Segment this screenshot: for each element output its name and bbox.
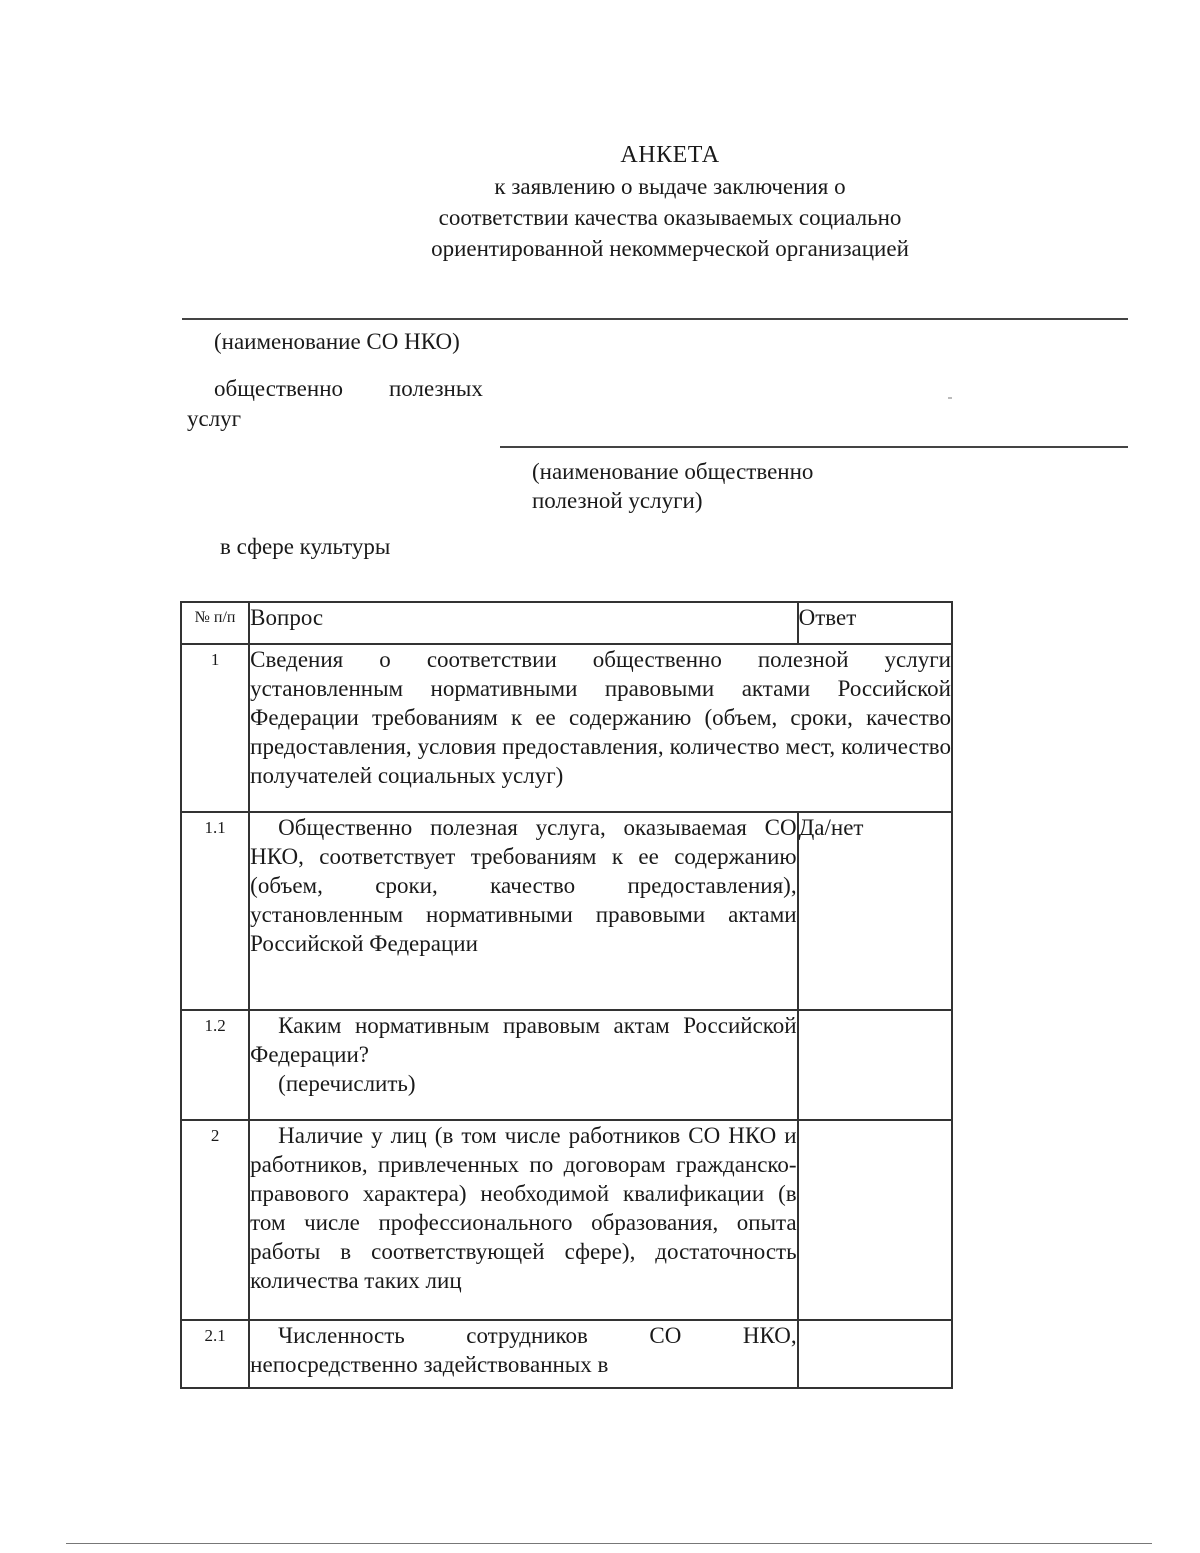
header-question: Вопрос	[249, 602, 797, 644]
row-question-text: Численность сотрудников СО НКО, непосредственно задействованных в	[250, 1323, 797, 1377]
row-number: 1	[181, 644, 249, 812]
services-label-word-1: общественно	[214, 376, 344, 401]
row-question-text: Наличие у лиц (в том числе работников СО НКО и работников, привлеченных по договорам гражданско-правового характера) необходимой квалификации (в том числе профессионального образования, опыта работы в соответствующей сфере), достаточность количества таких лиц	[250, 1123, 797, 1293]
row-answer[interactable]	[798, 1120, 952, 1320]
table-row	[181, 1010, 952, 1120]
scan-speck	[948, 397, 952, 399]
table-row	[181, 812, 952, 1010]
row-number: 1.1	[181, 812, 249, 1010]
header-answer: Ответ	[798, 602, 952, 644]
table-row	[181, 1120, 952, 1320]
questionnaire-table	[180, 601, 953, 1389]
row-question-text: Каким нормативным правовым актам Российской Федерации?	[250, 1013, 797, 1067]
service-name-blank-line	[500, 446, 1128, 448]
row-answer[interactable]	[798, 1010, 952, 1120]
subtitle-line-1: к заявлению о выдаче заключения о	[494, 174, 846, 199]
row-number: 2	[181, 1120, 249, 1320]
table-header-row	[181, 602, 952, 644]
services-label-word-3: услуг	[187, 406, 242, 431]
services-label-word-2: полезных	[389, 376, 483, 401]
subtitle-line-2: соответствии качества оказываемых социально	[438, 205, 902, 230]
row-answer[interactable]	[798, 1320, 952, 1388]
org-name-caption: (наименование СО НКО)	[214, 329, 460, 354]
row-question	[249, 812, 797, 1010]
row-question	[249, 644, 952, 812]
row-question	[249, 1010, 797, 1120]
row-question	[249, 1320, 797, 1388]
sphere-text: в сфере культуры	[220, 534, 391, 559]
row-answer[interactable]: Да/нет	[798, 812, 952, 1010]
subtitle-line-3: ориентированной некоммерческой организацией	[431, 236, 909, 261]
document-title: АНКЕТА	[620, 142, 720, 168]
org-name-blank-line	[182, 318, 1128, 320]
service-name-caption-line-1: (наименование общественно	[532, 459, 814, 484]
row-number: 2.1	[181, 1320, 249, 1388]
row-question-text: Сведения о соответствии общественно полезной услуги установленным нормативными правовыми актами Российской Федерации требованиям к ее содержанию (объем, сроки, качество предоставления, условия предоставления, количество мест, количество получателей социальных услуг)	[250, 647, 951, 788]
table-row	[181, 644, 952, 812]
page-bottom-rule	[66, 1543, 1152, 1544]
row-question-note: (перечислить)	[278, 1071, 416, 1096]
table-row	[181, 1320, 952, 1388]
row-question-text: Общественно полезная услуга, оказываемая СО НКО, соответствует требованиям к ее содержанию (объем, сроки, качество предоставления), установленным нормативными правовыми актами Российской Федерации	[250, 815, 797, 956]
document-header	[380, 140, 960, 264]
row-question	[249, 1120, 797, 1320]
service-name-caption-line-2: полезной услуги)	[532, 488, 703, 513]
header-number: № п/п	[181, 602, 249, 644]
row-number: 1.2	[181, 1010, 249, 1120]
